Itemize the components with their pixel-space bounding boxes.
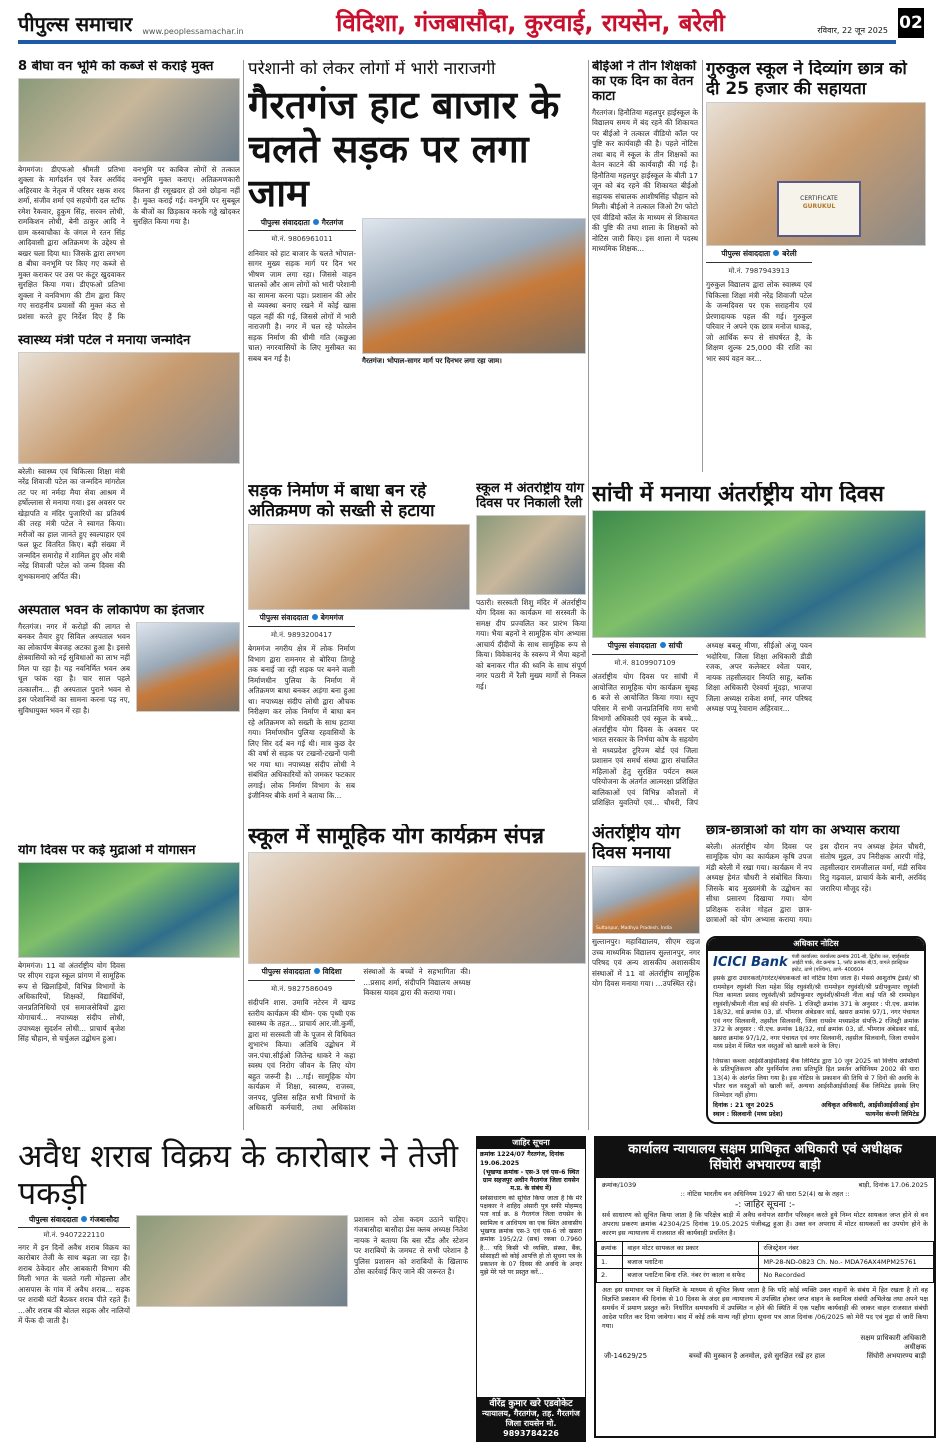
- article-headline: स्कूल में अंतर्राष्ट्रीय योग दिवस पर निकाली रैली: [476, 482, 584, 511]
- article-body: पठारी। सरस्वती शिशु मंदिर में अंतर्राष्ट्रीय योग दिवस का कार्यक्रम मां सरस्वती के समक्ष दीप प्रज्वलित कर प्रारंभ किया गया। भैया बहनों ने सामूहिक योग अभ्यास आचार्य दीदीयों के साथ सामूहिक रूप से किया। विवेकानंद के स्वरूप में भैया बहनों को बनाकर गीत की ध्वनि के साथ संपूर्ण नगर पठारी में रैली मुख्य मार्गों से निकल गई।: [476, 597, 586, 691]
- advocate-name: वीरेंद्र कुमार खरे एडवोकेट: [489, 1399, 573, 1409]
- byline-place: सांची: [668, 641, 683, 651]
- article-body: बेगमगंज नगरीय क्षेत्र में लोक निर्माण विभाग द्वारा रामनगर से बोरिया तिगड्डे तक बनाई जा रही सड़क पर बनने वाली निर्माणधीन पुलिया के निर्माण में अतिक्रमण बाधा बनकर अड़ंगा बना हुआ था। नपाध्यक्ष संदीप लोधी द्वारा औचक निरीक्षण कर लोक निर्माण में बाधा बन रहे अतिक्रमण को सख्ती के साथ हटाया गया। निर्माणधीन पुलिया रहवासियों के लिए सिर दर्द बन गई थी। मात्र कुछ देर की वर्षा से सड़क पर टखनों-टखनों पानी भर गया था। नपाध्यक्ष संदीप लोधी ने संबंधित अधिकारियों को जमकर फटकार लगाई। लोक निर्माण विभाग के सब इंजीनियर बीके शर्मा ने बताया कि...: [248, 644, 355, 801]
- table-cell: बजाज प्लाटिना बिना रजि. नंबर रंग काला व सफेद: [623, 1269, 759, 1283]
- website-url[interactable]: www.peoplessamachar.in: [142, 27, 244, 36]
- school-yoga-photo: [248, 852, 586, 964]
- article-illegal-liquor: [18, 1138, 468, 1442]
- sultanpur-yoga-photo: [592, 866, 700, 934]
- article-forest-land: [18, 60, 240, 328]
- rally-photo: [476, 515, 586, 595]
- minister-photo: [18, 352, 240, 464]
- article-encroachment: [248, 482, 470, 816]
- table-header: क्रमांक: [597, 1242, 623, 1256]
- article-headline: 8 बीघा वन भूमि को कब्जे से कराई मुक्त: [18, 60, 214, 74]
- article-body-right: प्रशासन को ठोस कदम उठाने चाहिए। गंजबासौदा बासौदा प्रेस क्लब अध्यक्ष नितेश नायक ने बताया कि बस स्टैंड और स्टेशन पर शराबियों के जमघट से सभी परेशान है पुलिस प्रशासन को शराबियों के खिलाफ ठोस कार्रवाई किए जाने की जरूरत है।: [354, 1214, 468, 1277]
- notice-ref: क्रमांक 1224/07 गैरतगंज, दिनांक 19.06.2025: [480, 1151, 565, 1167]
- article-body: बेगमगंज। 11 वां अंतर्राष्ट्रीय योग दिवस पर सीएम राइज स्कूल प्रांगण में सामूहिक रूप से खिलाड़ियों, विभिन्न विभागों के अधिकारियों, शिक्षकों, विद्यार्थियों, जनप्रतिनिधियों एवं समाजसेवियों द्वारा योगाचार्य... नपाध्यक्ष संदीप लोधी, उपाध्यक्ष सुदर्शन लोधी... प्राचार्य बृजेश सिंह चौहान, से चर्चुअल उद्बोधन हुआ।: [18, 960, 125, 1044]
- sanchi-yoga-photo: [592, 510, 926, 638]
- notice-signatory: अधिकृत अधिकारी, आईसीआईसीआई होम फायनेंस कंपनी लिमिटेड: [821, 1102, 919, 1118]
- signatory-designation: अधीक्षक: [904, 1342, 926, 1351]
- table-cell: MP-28-ND-0823 Ch. No.- MDA76AX4MPM25761: [759, 1255, 934, 1269]
- table-header: वाहन मोटर सायकल का प्रकार: [623, 1242, 759, 1256]
- article-yoga-begamganj: [18, 844, 240, 1124]
- notice-body-2: जिसका कब्जा आईसीआईसीआई बैंक लिमिटेड द्वारा 10 जून 2025 को वित्तीय आस्तियों के प्रतिभूतिकरण और पुनर्निर्माण तथा प्रतिभूति हित प्रवर्तन अधिनियम 2002 की धारा 13(4) के अंतर्गत लिया गया है। इस नोटिस के प्रकाशन की तिथि से 7 दिनों की अवधि के भीतर चल वस्तुओं को खाली करें, अन्यथा आईसीआईसीआई बैंक लिमिटेड इसके लिए जिम्मेदार नहीं होगा।: [713, 1057, 919, 1099]
- article-body: सुल्तानपुर। महाविद्यालय, सीएम राइज उच्च माध्यमिक विद्यालय सुल्तानपुर, नगर परिषद एवं अन्य शासकीय अशासकीय संस्थाओं में 11 वां अंतर्राष्ट्रीय सामूहिक योग दिवस मनाया गया। ...उपस्थित रहे।: [592, 937, 700, 989]
- lead-headline: गैरतगंज हाट बाजार के चलते सड़क पर लगा जाम: [248, 82, 560, 215]
- article-body: नगर में इन दिनों अवैध शराब विक्रय का कारोबार तेजी के साथ बढ़ता जा रहा है। शराब ठेकेदार और आबकारी विभाग की मिली भगत के चलते गली मोहल्ला और आसपास के गांव में अवैध शराब... सड़क पर शराबी घंटों बैठकर शराब पीते रहते हैं। ...और शराब की बोतल सड़क और नालियों में फेंक दी जाती है।: [18, 1242, 130, 1326]
- article-body: संदीपनि शास. उमावि नटेरन में खण्ड स्तरीय कार्यक्रम की थीम- एक पृथ्वी एक स्वास्थ्य के तहत... प्राचार्य आर.जी.कुर्मी, द्वारा मां सरस्वती जी के पूजन से विधिवत शुभारंभ किया। अतिथि उद्बोधन में जन.पंचा.सीईओ जितेन्द्र धाकरे ने कहा स्वस्थ एवं निरोग जीवन के लिए योग बहुत जरूरी है। ...गई। सामूहिक योग कार्यक्रम में शिक्षा, स्वास्थ्य, राजस्व, जनपद, पुलिस सहित सभी विभागों के अधिकारी कर्मचारी, तथा अधिकांश संस्थाओं के बच्चों ने सहभागिता की। ...प्रसाद शर्मा, संदीपनि विद्यालय अध्यक्ष विकास यादव द्वारा की कराया गया।: [248, 967, 471, 1113]
- article-body: बेगमगंज। डीएफओ श्रीमती प्रतिभा शुक्ला के मार्गदर्शन एवं रेंजर अरविंद अहिरवार के नेतृत्व में परिसर रक्षक शरद शर्मा, संजीव शर्मा एवं सहयोगी दल स्टॉफ रमेश रैकवार, हुकुम सिंह, सरवन लोधी, रामकिशन लोधी, बेनी ठाकुर आदि ने ग्राम कस्वाचौका के जंगल मे रतन सिंह आदिवासी द्वारा अतिक्रमण के उद्देश्य से बखर चला दिया था। जिसके द्वारा लगभग 8 बीघा वनभूमि पर किए गए कब्जे से मुक्त कराकर पर उस पर कंटूर खुदवाकर सुरक्षित किया गया। डीएफओ प्रतिभा शुक्ला ने वनविभाग की टीम द्वारा किए गए सराहनीय प्रयासों की मुक्त कंठ से प्रशंसा करते हुए निर्देश दिए हैं कि वनभूमि पर काबिज लोगों से तत्काल वनभूमि मुक्त कराए। अतिक्रमणकारी कितना ही रसूखदार हो उसे छोड़ना नहीं है। मुक्त कराई गई। वनभूमि पर सुबबूल के बीजों का छिड़काव करके गड्ढे खोदकर सुरक्षित किया गया है।: [18, 164, 240, 321]
- masthead-rule: [18, 40, 896, 44]
- table-cell: 2.: [597, 1269, 623, 1283]
- table-row: [597, 1269, 934, 1283]
- notice-body: सर्व साधारण को सूचित किया जाता है कि परिक्षेत्र बाड़ी में अवैध वनोपज सागौन परिवहन करते हुये निम्न मोटर सायकल जप्त होने से वन अपराध प्रकरण क्रमांक 42304/25 दिनांक 19.05.2025 पंजीबद्ध हुआ है। उक्त वन अपराध में मोटर सायकलों का उपयोग होने के कारण इस न्यायालय में राजसात की कार्यवाही प्रचलित है।: [602, 1211, 928, 1237]
- byline-place: गैरतगंज: [321, 217, 344, 227]
- byline: [18, 1215, 130, 1228]
- article-school-yoga: [248, 824, 586, 1124]
- notice-header-line2: सिंघोरी अभयारण्य बाड़ी: [709, 1158, 821, 1173]
- reporter-mobile: मो.नं. 8109907109: [614, 658, 676, 667]
- article-headline: बीईओ ने तीन शिक्षकों का एक दिन का वेतन काटा: [592, 60, 697, 104]
- photo-caption: गैरतगंज। भोपाल-सागर मार्ग पर दिनभर लगा रहा जाम।: [362, 356, 502, 365]
- notice-act-line: :: नोटिस भारतीय वन अधिनियम 1927 की धारा 52(4) ख के तहत ::: [680, 1190, 850, 1198]
- notice-header-line1: कार्यालय न्यायालय सक्षम प्राधिकृत अधिकारी एवं अधीक्षक: [628, 1142, 902, 1157]
- article-text-columns: [592, 641, 926, 816]
- newspaper-logo: पीपुल्स समाचार: [18, 11, 133, 36]
- table-header: रजिस्ट्रेशन नंबर: [759, 1242, 934, 1256]
- article-headline: सांची में मनाया अंतर्राष्ट्रीय योग दिवस: [592, 482, 884, 507]
- byline-label: पीपुल्स संवाददाता: [607, 641, 657, 651]
- notice-title: -: जाहिर सूचना :-: [734, 1200, 796, 1210]
- bullet-icon: [314, 968, 320, 974]
- article-headline: अस्पताल भवन के लोकार्पण का इंतजार: [18, 604, 204, 618]
- byline-label: पीपुल्स संवाददाता: [259, 613, 309, 623]
- page-number: 02: [898, 8, 924, 38]
- gurukul-photo: [706, 102, 926, 246]
- table-cell: No Recorded: [759, 1269, 934, 1283]
- article-body: बरेली। अंतर्राष्ट्रीय योग दिवस पर सामूहिक योग का कार्यक्रम कृषि उपज मंडी बरेली में रखा गया। कार्यक्रम में नप अध्यक्ष हेमंत चौधरी ने संबोधित किया। जिसके बाद मुख्यमंत्री के उद्बोधन का सीधा प्रसारण दिखाया गया। योग प्रशिक्षक राजेश गोहल द्वारा छात्र-छात्राओं को योग अभ्यास कराया गया। इस दौरान नप अध्यक्ष हेमंत चौधरी, संतोष मुद्गल, उप निरीक्षक आरपी गोंड़े, तहसीलदार रामजीलाल वर्मा, मंडी सचिव रितु गढ़वाल, प्राचार्य केके बानी, अरविंद जरारिया मौजूद रहे।: [706, 841, 926, 925]
- notice-ref: क्रमांक/1039: [602, 1181, 637, 1189]
- article-body: बरेली। स्वास्थ्य एवं चिकित्सा शिक्षा मंत्री नरेंद्र शिवाजी पटेल का जन्मदिन मांगरोल तट पर मां नर्मदा मैया सेवा आश्रम में हर्षोल्लास से मनाया गया। इस अवसर पर खेड़ापति व मंदिर पुजारियों का प्रतिवर्ष की तरह मंत्री पटेल ने स्वागत किया। मरीजों का हाल जानते हुए स्वल्पाहार एवं फल फ्रूट वितरित किए। बड़ी संख्या में जन्मदिन समारोह में शामिल हुए और मंत्री नरेंद्र शिवाजी पटेल को जन्म दिवस की शुभकामनाएं अर्पित की।: [18, 466, 125, 581]
- notice-header: अधिकार नोटिस: [708, 938, 924, 951]
- hospital-photo: [136, 622, 240, 712]
- notice-code: जी-14629/25: [604, 1351, 648, 1360]
- article-headline: सड़क निर्माण में बाधा बन रहे अतिक्रमण को सख्ती से हटाया: [248, 482, 435, 521]
- encroachment-photo: [248, 524, 470, 610]
- table-row: [597, 1255, 934, 1269]
- bullet-icon: [660, 642, 666, 648]
- article-body: अंतर्राष्ट्रीय योग दिवस पर सांची में आयोजित सामूहिक योग कार्यक्रम सुबह 6 बजे से आयोजित किया गया। स्तूप परिसर में सभी जनप्रतिनिधि गण सभी विभागों अधिकारी एवं स्कूल के बच्चे... अंतर्राष्ट्रीय योग दिवस के अवसर पर भारत सरकार के निर्भया कोष के सहयोग से मध्यप्रदेश टूरिज्म बोर्ड एवं जिला प्रशासन एवं समर्थ संस्था द्वारा संचालित महिलाओं हेतु सुरक्षित पर्यटन स्थल परियोजना के अंतर्गत आत्मरक्षा प्रशिक्षित बालिकाओं एवं विभिन्न कौशलों में प्रशिक्षित युवतियों एवं... चौधरी, जिपं अध्यक्ष बबलू मीणा, सीईओ अंजू पवन भदोरिया, जिला शिक्षा अधिकारी डीडी रजक, अपर कलेक्टर श्वेता पवार, नायक तहसीलदार नियति साहू, ब्लॉक शिक्षा अधिकारी ऐश्वर्या मूंदड़ा, भाजपा जिला अध्यक्ष राकेश शर्मा, नगर परिषद अध्यक्ष पप्पू रेवाराम अहिरवार...: [592, 641, 812, 808]
- liquor-street-photo: [136, 1215, 348, 1307]
- icici-possession-notice: [706, 936, 926, 1124]
- article-beo-salary-cut: [592, 60, 698, 472]
- notice-place: स्थान : सिलवानी (मध्य प्रदेश): [713, 1110, 783, 1118]
- article-sultanpur-yoga: [592, 824, 700, 1124]
- byline-label: पीपुल्स संवाददाता: [261, 967, 311, 977]
- bullet-icon: [313, 219, 319, 225]
- article-traffic-jam: [248, 60, 586, 472]
- article-text-columns: [706, 249, 926, 472]
- notice-subject: (भूखण्ड क्रमांक - एस-3 एवं एस-6 स्थित ग्राम सहजपुर अधीन गैरतगंज जिला रायसेन म.प्र. के संबंध में): [482, 1168, 580, 1193]
- icici-bank-logo: ICICI Bank: [713, 955, 788, 970]
- reporter-mobile: मो.नं. 9806961011: [271, 235, 333, 244]
- reporter-mobile: मो.नं. 9407222110: [43, 1230, 105, 1239]
- article-body: शनिवार को हाट बाजार के चलते भोपाल-सागर मुख्य सड़क मार्ग पर दिन भर भीषण जाम लगा रहा। जिससे वाहन चालकों और आम लोगों को भारी परेशानी का सामना करना पड़ा। प्रशासन की ओर से व्यवस्था बनाए रखने में कोई खास पहल नहीं की गई, जिससे लोगों में भारी नाराजगी है। नगर में चल रहे फोरलेन सड़क निर्माण की धीमी गति (कछुआ चाल) नगरवासियों के लिए मुसीबत का सबब बन गई है।: [248, 248, 356, 363]
- notice-slogan: बच्चों की मुस्कान है अनमोल, इसे सुरक्षित रखें हर हाल: [688, 1351, 825, 1360]
- certificate-org: GURUKUL: [802, 203, 836, 211]
- yoga-photo: [18, 862, 240, 958]
- byline: [592, 641, 698, 655]
- notice-body: इसके द्वारा उधारकर्ता/गारंटर/बंधककर्ता को नोटिस दिया जाता है। मेसर्स आशुतोष ट्रेडर्स/ श्री राममोहन रघुवंशी पिता महेश सिंह रघुवंशी/श्री राममोहन रघुवंशी/श्री प्रदीपकुमार रघुवंशी पिता कामता प्रसाद रघुवंशी/श्री प्रदीपकुमार रघुवंशी/श्रीमती नीता बाई पति श्री राममोहन रघुवंशी/श्रीमती नीता बाई की संपत्ति- 1 रजिस्ट्री क्रमांक 371 के अनुसार : पी.एच. क्रमांक 18/32, वार्ड क्रमांक 03, डॉ. भीमराव अंबेडकर वार्ड, खसरा क्रमांक 97/1, नगर पंचायत एवं नगर सिलवानी, तहसील सिलवानी, जिला रायसेन मध्यप्रदेश संपत्ति-2 रजिस्ट्री क्रमांक 372 के अनुसार : पी.एच. क्रमांक 18/32, वार्ड क्रमांक 03, डॉ. भीमराव अंबेडकर वार्ड, खसरा क्रमांक 97/1/2, नगर पंचायत एवं नगर सिलवानी, तहसील सिलवानी, जिला रायसेन मध्य प्रदेश में स्थित चल वस्तुओं को खाली करने के लिए।: [713, 975, 919, 1050]
- article-school-rally: [476, 482, 586, 816]
- article-headline: योग दिवस पर कई मुद्राओं में योगासन: [18, 844, 196, 858]
- signatory-office: सिंघोरी अभयारण्य बाड़ी: [866, 1351, 926, 1360]
- byline-label: पीपुल्स संवाददाता: [260, 217, 310, 227]
- byline-place: बरेली: [782, 249, 797, 259]
- article-text-column: [248, 218, 356, 472]
- notice-header: [596, 1138, 934, 1178]
- byline-place: विदिशा: [322, 967, 342, 977]
- forest-land-photo: [18, 78, 240, 162]
- article-students-yoga: [706, 824, 926, 932]
- article-headline: स्वास्थ्य मंत्री पटेल ने मनाया जन्मदिन: [18, 334, 191, 348]
- photo-geotag: Sultanpur, Madhya Pradesh, India: [596, 926, 672, 932]
- advocate-court: न्यायालय, गैरतगंज, तह. गैरतगंज: [482, 1409, 580, 1418]
- masthead: [18, 6, 924, 40]
- byline: [248, 967, 355, 981]
- byline-label: पीपुल्स संवाददाता: [29, 1214, 78, 1224]
- advocate-details: [477, 1397, 585, 1441]
- article-gurukul-aid: [706, 60, 926, 472]
- article-body: गुरुकुल विद्यालय द्वारा लोक स्वास्थ्य एवं चिकित्सा शिक्षा मंत्री नरेंद्र शिवाजी पटेल के जन्मदिवस पर एक सराहनीय एवं प्रेरणादायक पहल की गई। गुरुकुल परिवार ने अपने एक छात्र मनोज धाकड़, जो आर्थिक रूप से संघर्षरत है, के शिक्षण शुल्क 25,000 की राशि का भार स्वयं वहन कर...: [706, 280, 812, 363]
- public-notice: [476, 1136, 586, 1442]
- bullet-icon: [81, 1216, 87, 1222]
- article-body: गैरतगंज। नगर में करोड़ों की लागत से बनकर तैयार हुए सिविल अस्पताल भवन का लोकार्पण बेवजह अटका हुआ है। इससे क्षेत्रवासियों को नई सुविधाओं का लाभ नहीं मिल पा रहा है। यह नवनिर्मित भवन अब धूल फांक रहा है। चार साल पहले तत्कालीन... ही अस्पताल पुराने भवन से इस परेशानियों का सामना करना पड़ नए, सुविधायुक्त भवन में रहा है।: [18, 621, 130, 715]
- reporter-mobile: मो.नं. 7987943913: [728, 266, 790, 275]
- reporter-mobile: मो.नं. 9893200417: [270, 630, 333, 639]
- table-cell: 1.: [597, 1255, 623, 1269]
- byline-place: गंजबासौदा: [89, 1214, 119, 1224]
- article-headline: छात्र-छात्राओं को योग का अभ्यास कराया: [706, 824, 900, 838]
- article-headline: अवैध शराब विक्रय के कारोबार ने तेजी पकड़ी: [18, 1138, 459, 1212]
- article-hospital: [18, 604, 240, 836]
- article-minister-birthday: [18, 334, 240, 598]
- certificate-board: [777, 181, 861, 237]
- article-headline: गुरुकुल स्कूल ने दिव्यांग छात्र को दी 25 हजार की सहायता: [706, 60, 907, 99]
- notice-body: सर्वसाधारण को सूचित किया जाता है कि मेरे पक्षकार ने शाहिद अंसारी पुत्र सफी मोहम्मद पता वार्ड क्र. 8 गैरतगंज जिला रायसेन के स्वामित्व व आधिपत्य का एक स्थित आवासीय भूखण्ड क्रमांक एस-3 एवं एस-6 जो खसरा क्रमांक 195/2/2 (सब) रकबा 0.7960 है... यदि किसी भी व्यक्ति, संस्था, बैंक, सोसाइटी को कोई आपत्ति हो तो सूचना पत्र के प्रकाशन के 07 दिवस की अवधि के अन्दर मुझे मेरे पते पर प्रस्तुत करें...: [480, 1194, 582, 1277]
- notice-body-2: अतः इस समाचार पत्र में विज्ञप्ति के माध्यम से सूचित किया जाता है कि यदि कोई व्यक्ति उक्त वाहनों के संबंध में हित रखता है तो वह विज्ञप्ति प्रकाशन की दिनांक से 10 दिवस के अंदर इस न्यायालय में उपस्थित होकर जप्त वाहन के स्वामित्व संबंधी अभिलेख तथा अपने पक्ष समर्थन में प्रमाण प्रस्तुत करें। निर्धारित समयावधि में उपस्थित न होने की स्थिति में एक पक्षीय कार्यवाही की जाकर वाहन राजसात संबंधी आदेश पारित कर दिया जावेगा। बाद में कोई तर्क मान्य नहीं होगा। सूचना पत्र आज दिनांक /06/2025 को मेरी पद एवं मुद्रा से जारी किया गया।: [602, 1285, 928, 1330]
- issue-date: रविवार, 22 जून 2025: [817, 26, 888, 35]
- forest-court-notice: [594, 1136, 936, 1438]
- byline: [248, 613, 355, 627]
- signatory-title: सक्षम प्राधिकारी अधिकारी: [860, 1333, 926, 1342]
- table-cell: बजाज प्लाटिना: [623, 1255, 759, 1269]
- article-sanchi-yoga: [592, 482, 926, 816]
- column-divider: [702, 60, 703, 472]
- notice-date: बाड़ी, दिनांक 17.06.2025: [858, 1181, 928, 1189]
- bullet-icon: [312, 614, 318, 620]
- column-divider: [588, 60, 589, 1130]
- article-body: गैरतगंज। हिनौतिया महलपुर हाईस्कूल के विद्यालय समय में बंद रहने की शिकायत पर बीईओ ने तत्काल वीडियो कॉल पर पुष्टि कर कार्यवाही की है। पहले नोटिस तथा बाद में स्कूल के तीन शिक्षकों का वेतन काटने की कार्यवाही की गई है। हिनौतिया महलपुर हाईस्कूल के बीती 17 जून को बंद रहने की शिकायत बीईओ सहायक संचालक आशीषसिंह चौहान को मिली। बीईओ ने तत्काल जिओ टैग फोटो एवं वीडियो कॉल के माध्यम से शिकायत की पुष्टि की तथा शाला के शिक्षकों को नोटिस जारी किए। इस शाला में पदस्थ माध्यमिक शिक्षक...: [592, 107, 698, 254]
- byline-place: बेगमगंज: [320, 613, 344, 623]
- byline: [706, 249, 812, 263]
- byline-label: पीपुल्स संवाददाता: [721, 249, 771, 259]
- article-text-columns: [248, 613, 470, 816]
- notice-header: जाहिर सूचना: [477, 1137, 585, 1149]
- bank-address: पंजी कार्यालय: कार्यालय क्रमांक 201-बी, द्वितीय तल, व्हाईसाईड आईटी पार्क, रोड क्रमांक 1, प्लॉट क्रमांक बी/3, वागले इंडस्ट्रियल इस्टेट, ठाणे (पश्चिम), ठाणे- 400604: [791, 953, 910, 973]
- traffic-jam-photo: [362, 218, 586, 354]
- bullet-icon: [773, 250, 779, 256]
- seized-vehicles-table: [596, 1241, 934, 1283]
- notice-date: दिनांक : 21 जून 2025: [713, 1102, 774, 1109]
- certificate-title: CERTIFICATE: [800, 195, 838, 203]
- article-headline: अंतर्राष्ट्रीय योग दिवस मनाया: [592, 824, 680, 863]
- advocate-phone: जिला रायसेन मो. 9893784226: [503, 1419, 559, 1438]
- column-divider: [243, 60, 244, 1130]
- edition-cities: विदिशा, गंजबासौदा, कुरवाई, रायसेन, बरेली: [336, 8, 725, 37]
- byline: [248, 218, 356, 232]
- article-headline: स्कूल में सामूहिक योग कार्यक्रम संपन्न: [248, 824, 544, 849]
- article-kicker: परेशानी को लेकर लोगों में भारी नाराजगी: [248, 60, 496, 79]
- reporter-mobile: मो.नं. 9827586049: [271, 984, 333, 993]
- article-text-columns: [248, 967, 586, 1124]
